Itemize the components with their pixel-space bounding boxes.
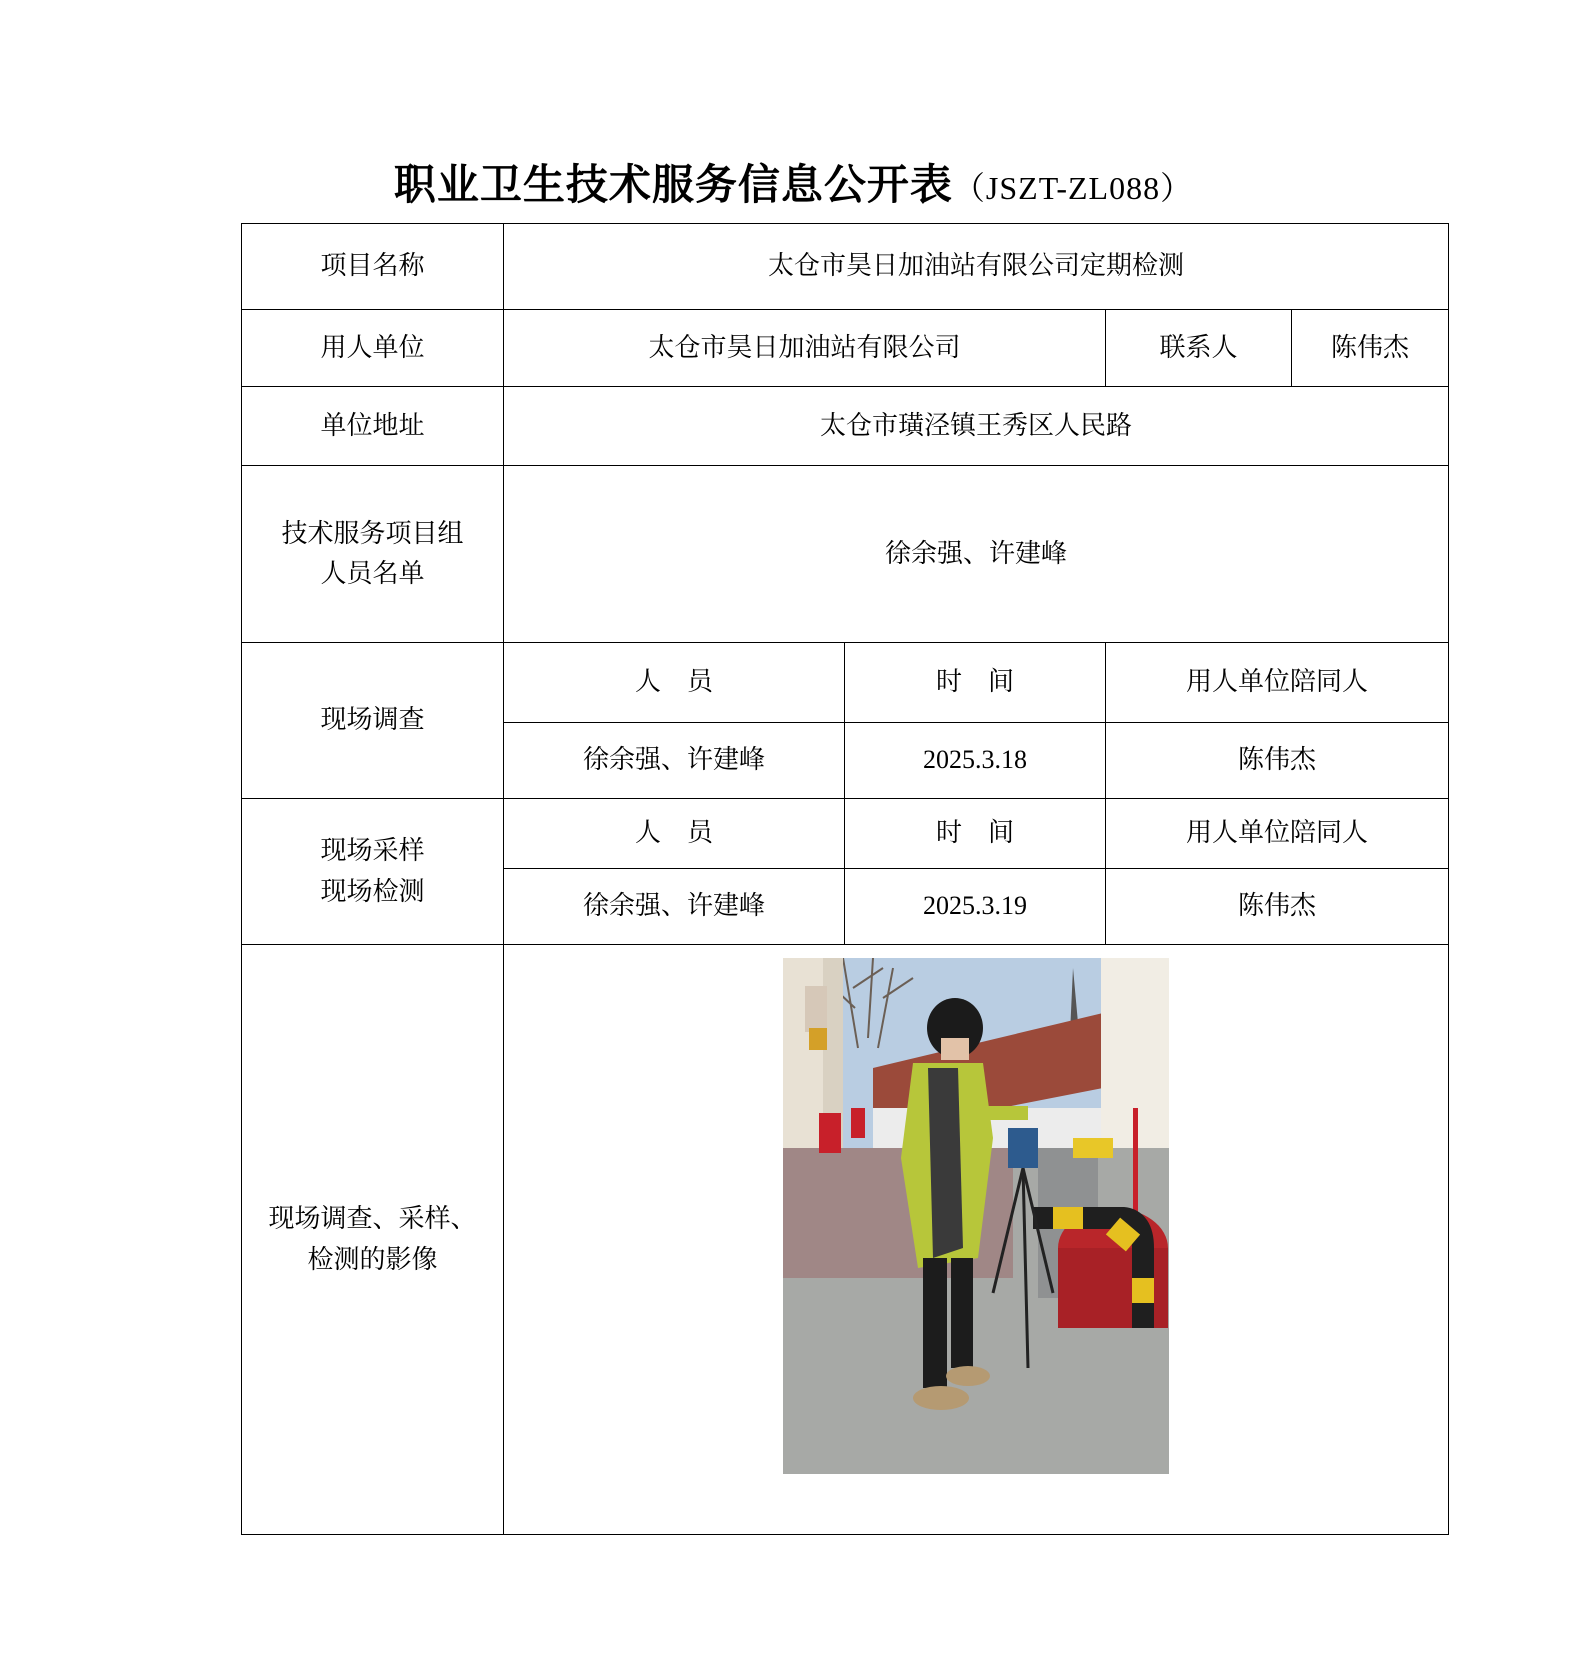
team-label-line2: 人员名单 [320,559,425,589]
team-value: 徐余强、许建峰 [504,466,1449,643]
row-team [242,466,1449,643]
survey-label: 现场调查 [242,643,504,799]
sampling-label-line1: 现场采样 [320,836,425,867]
address-value: 太仓市璜泾镇王秀区人民路 [504,387,1449,466]
document-code: （JSZT-ZL088） [952,170,1194,206]
sampling-label [242,799,504,945]
contact-label: 联系人 [1106,310,1292,387]
employer-label: 用人单位 [242,310,504,387]
survey-personnel: 徐余强、许建峰 [504,723,845,799]
survey-header-companion: 用人单位陪同人 [1106,643,1449,723]
row-employer [242,310,1449,387]
images-cell [504,945,1449,1535]
employer-value: 太仓市昊日加油站有限公司 [504,310,1106,387]
title-text: 职业卫生技术服务信息公开表 [393,160,953,209]
survey-date: 2025.3.18 [845,723,1106,799]
images-label [242,945,504,1535]
contact-value: 陈伟杰 [1292,310,1449,387]
sampling-personnel: 徐余强、许建峰 [504,869,845,945]
sampling-header-personnel: 人 员 [504,799,845,869]
survey-companion: 陈伟杰 [1106,723,1449,799]
images-label-line2: 检测的影像 [307,1244,438,1275]
row-sampling-header [242,799,1449,869]
document-title [0,152,1587,212]
sampling-date: 2025.3.19 [845,869,1106,945]
survey-header-personnel: 人 员 [504,643,845,723]
sampling-header-companion: 用人单位陪同人 [1106,799,1449,869]
sampling-label-line2: 现场检测 [320,876,425,907]
project-name-label: 项目名称 [242,224,504,310]
team-label-line1: 技术服务项目组 [281,518,464,549]
project-name-value: 太仓市昊日加油站有限公司定期检测 [504,224,1449,310]
address-label: 单位地址 [242,387,504,466]
team-label [242,466,504,643]
sampling-header-time: 时 间 [845,799,1106,869]
row-project-name [242,224,1449,310]
site-photo [783,958,1169,1474]
row-address [242,387,1449,466]
sampling-companion: 陈伟杰 [1106,869,1449,945]
survey-header-time: 时 间 [845,643,1106,723]
row-images [242,945,1449,1535]
row-survey-header [242,643,1449,723]
info-table [241,223,1449,1535]
images-label-line1: 现场调查、采样、 [268,1204,477,1235]
